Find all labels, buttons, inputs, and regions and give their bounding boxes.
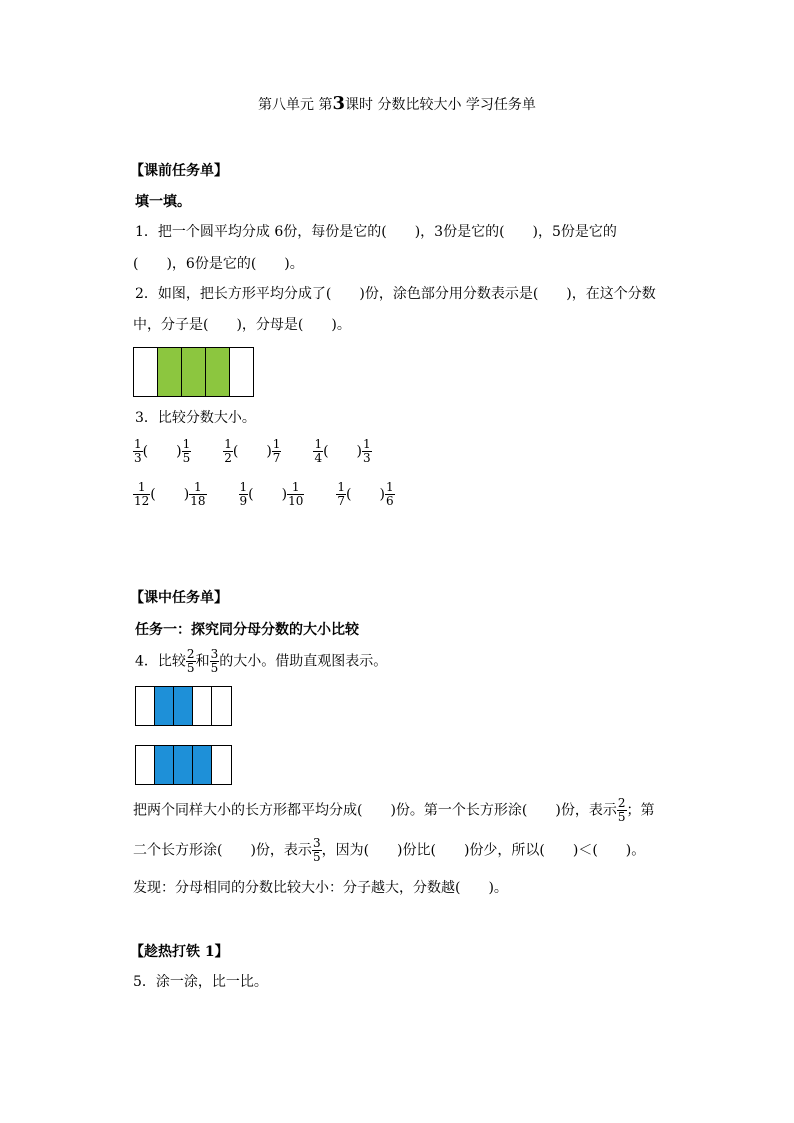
fraction-2-5: $\frac{2}{5}$ (186, 647, 195, 675)
rect-cell-shaded (174, 746, 193, 784)
finding: 发现：分母相同的分数比较大小：分子越大，分数越( )。 (133, 880, 508, 896)
comparison-item: $\frac{1}{7}$ ( ) $\frac{1}{6}$ (337, 480, 394, 508)
fill-instruction: 填一填。 (135, 194, 191, 210)
rect-cell-empty (212, 746, 230, 784)
fraction-3-5: $\frac{3}{5}$ (210, 647, 219, 675)
comparison-item: $\frac{1}{3}$ ( ) $\frac{1}{5}$ (134, 437, 191, 465)
rectangle-diagram-blue-2 (135, 745, 232, 785)
question-5: 5．涂一涂，比一比。 (133, 974, 268, 990)
rect-cell-shaded (155, 687, 174, 725)
section-header-practice: 【趁热打铁 1】 (130, 944, 229, 960)
rect-cell-empty (212, 687, 230, 725)
question-1-line-2: ( )，6份是它的( )。 (133, 256, 304, 272)
rect-cell-empty (136, 746, 155, 784)
rect-cell-shaded (206, 348, 230, 396)
fraction: $\frac{1}{3}$ (363, 437, 371, 465)
rect-cell-shaded (155, 746, 174, 784)
fraction: $\frac{1}{2}$ (224, 437, 232, 465)
rect-cell-shaded (158, 348, 182, 396)
section-header-pre-class: 【课前任务单】 (130, 163, 228, 179)
fraction-2-5: $\frac{2}{5}$ (617, 796, 626, 824)
fraction: $\frac{1}{12}$ (134, 480, 150, 508)
fraction: $\frac{1}{9}$ (239, 480, 248, 508)
question-3: 3．比较分数大小。 (135, 410, 256, 426)
fraction: $\frac{1}{5}$ (182, 437, 191, 465)
fraction: $\frac{1}{3}$ (134, 437, 142, 465)
section-header-in-class: 【课中任务单】 (130, 590, 228, 606)
rect-cell-shaded (182, 348, 206, 396)
rect-cell-empty (136, 687, 155, 725)
task-1-heading: 任务一：探究同分母分数的大小比较 (135, 622, 359, 638)
fraction: $\frac{1}{4}$ (314, 437, 323, 465)
page-title: 第八单元 第3课时 分数比较大小 学习任务单 (258, 93, 536, 114)
fraction: $\frac{1}{6}$ (385, 480, 394, 508)
fraction: $\frac{1}{18}$ (190, 480, 206, 508)
rect-cell-shaded (193, 746, 212, 784)
rect-cell-empty (230, 348, 253, 396)
compare-row-1 (133, 438, 372, 465)
question-1-line-1: 1．把一个圆平均分成 6份，每份是它的( )，3份是它的( )，5份是它的 (135, 224, 617, 240)
fraction-3-5: $\frac{3}{5}$ (312, 836, 321, 864)
compare-row-2 (133, 481, 395, 508)
explanation-line-2: 二个长方形涂( )份，表示 $\frac{3}{5}$ ，因为( )份比( )份少，所以( )＜( )。 (133, 836, 646, 864)
explanation-line-1: 把两个同样大小的长方形都平均分成( )份。第一个长方形涂( )份，表示 $\frac{2}{5}$ ；第 (133, 796, 655, 824)
question-2-line-2: 中，分子是( )，分母是( )。 (133, 317, 351, 333)
rectangle-diagram-blue-1 (135, 686, 232, 726)
question-4: 4．比较 $\frac{2}{5}$ 和 $\frac{3}{5}$ 的大小。借助直观图表示。 (135, 647, 388, 675)
rect-cell-shaded (174, 687, 193, 725)
comparison-item: $\frac{1}{12}$ ( ) $\frac{1}{18}$ (134, 480, 206, 508)
question-2-line-1: 2．如图，把长方形平均分成了( )份，涂色部分用分数表示是( )，在这个分数 (135, 286, 656, 302)
rect-cell-empty (193, 687, 212, 725)
fraction: $\frac{1}{7}$ (337, 480, 345, 508)
comparison-item: $\frac{1}{4}$ ( ) $\frac{1}{3}$ (314, 437, 371, 465)
rectangle-diagram-green (133, 347, 254, 397)
rect-cell-empty (134, 348, 158, 396)
fraction: $\frac{1}{10}$ (288, 480, 304, 508)
comparison-item: $\frac{1}{9}$ ( ) $\frac{1}{10}$ (239, 480, 304, 508)
comparison-item: $\frac{1}{2}$ ( ) $\frac{1}{7}$ (224, 437, 281, 465)
fraction: $\frac{1}{7}$ (272, 437, 281, 465)
